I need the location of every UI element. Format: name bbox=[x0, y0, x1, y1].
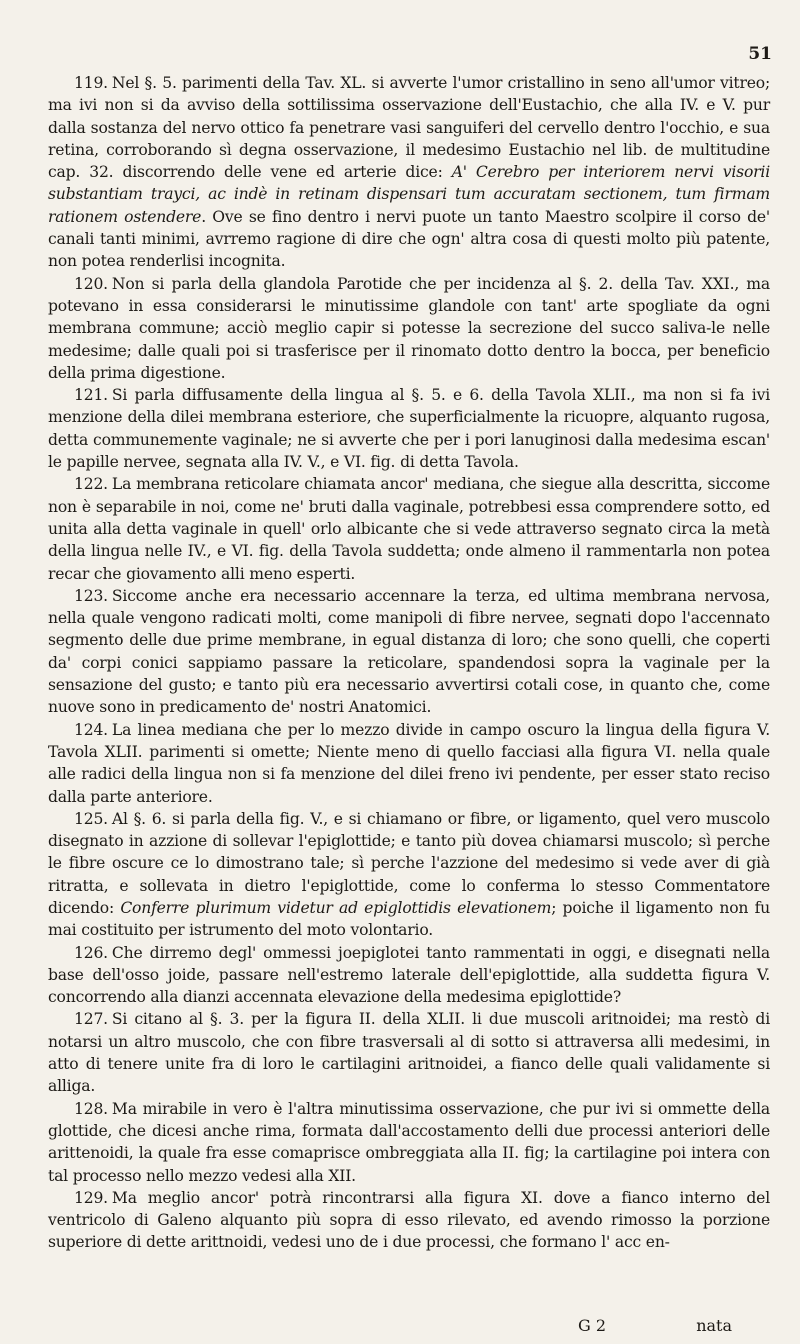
paragraph-number: 120. bbox=[74, 274, 108, 293]
paragraph-number: 119. bbox=[74, 74, 108, 92]
paragraph bbox=[48, 1187, 770, 1254]
paragraph-text: La membrana reticolare chiamata ancor' mediana, che siegue alla descritta, siccome non è separabile in noi, come ne' bruti dalla vaginale, potrebbesi essa comprendere sotto, ed unita alla detta vaginale in quell' orlo albicante che si vede attraverso segnato circa la metà della lingua nelle IV., e VI. fig. della Tavola suddetta; onde almeno il rammentarla non potea recar che giovamento alli meno esperti. bbox=[48, 475, 770, 583]
paragraph-number: 129. bbox=[74, 1188, 108, 1207]
paragraph-number: 126. bbox=[74, 943, 108, 962]
paragraph bbox=[48, 384, 770, 473]
paragraph bbox=[48, 72, 770, 273]
paragraph-text: Ma meglio ancor' potrà rincontrarsi alla figura XI. dove a fianco interno del ventricolo di Galeno alquanto più sopra di esso rilevato, ed avendo rimosso la porzione superiore di dette arittnoidi, vedesi uno de i due processi, che formano l' acc en- bbox=[48, 1188, 770, 1252]
paragraph-text: Si parla diffusamente della lingua al §. 5. e 6. della Tavola XLII., ma non si fa ivi menzione della dilei membrana esteriore, che superficialmente la ricuopre, alquanto rugosa, detta communemente vaginale; ne si avverte che per i pori lanuginosi dalla medesima escan' le papille nervee, segnata alla IV. V., e VI. fig. di detta Tavola. bbox=[48, 386, 770, 472]
catchword: nata bbox=[696, 1316, 732, 1335]
paragraph bbox=[48, 273, 770, 384]
paragraph-text: Nel §. 5. parimenti della Tav. XL. si avverte l'umor cristallino in seno all'umor vitreo; ma ivi non si da avviso della sottilissima osservazione dell'Eustachio, che alla IV. e V. pur dalla sostanza del nervo ottico fa penetrare vasi sanguiferi del cervello dentro l'occhio, e sua retina, corroborando sì degna osservazione, il medesimo Eustachio nel lib. de multitudine cap. 32. discorrendo delle vene ed arterie dice: bbox=[48, 74, 770, 182]
paragraph bbox=[48, 585, 770, 719]
paragraph-number: 125. bbox=[74, 809, 108, 828]
paragraph bbox=[48, 1098, 770, 1187]
paragraph-number: 124. bbox=[74, 720, 108, 739]
latin-quotation: Conferre plurimum videtur ad epiglottidis elevationem bbox=[120, 898, 552, 917]
paragraph bbox=[48, 719, 770, 808]
paragraph bbox=[48, 942, 770, 1009]
paragraph-text: La linea mediana che per lo mezzo divide in campo oscuro la lingua della figura V. Tavola XLII. parimenti si omette; Niente meno di quello facciasi alla figura VI. nella quale alle radici della lingua non si fa menzione del dilei freno ivi pendente, per esser stato reciso dalla parte anteriore. bbox=[48, 720, 770, 806]
paragraph-text: Che dirremo degl' ommessi joepiglotei tanto rammentati in oggi, e disegnati nella base dell'osso joide, passare nell'estremo laterale dell'epiglottide, alla suddetta figura V. concorrendo alla dianzi accennata elevazione della medesima epiglottide? bbox=[48, 943, 770, 1007]
paragraph-number: 127. bbox=[74, 1010, 108, 1029]
paragraph-text: Non si parla della glandola Parotide che per incidenza al §. 2. della Tav. XXI., ma potevano in essa considerarsi le minutissime glandole con tant' arte spogliate da ogni membrana commune; acciò meglio capir si potesse la secrezione del succo saliva-le nelle medesime; dalle quali poi si trasferisce per il rinomato dotto dentro la bocca, per beneficio della prima digestione. bbox=[48, 274, 770, 382]
paragraph-text: Ma mirabile in vero è l'altra minutissima osservazione, che pur ivi si ommette della glottide, che dicesi anche rima, formata dall'accostamento delli due processi anteriori delle arittenoidi, la quale fra esse comaprisce ombreggiata alla II. fig; la cartilagine poi intera con tal processo nello mezzo vedesi alla XII. bbox=[48, 1099, 770, 1185]
paragraph bbox=[48, 808, 770, 942]
paragraph-text: Al §. 6. si parla della fig. V., e si chiamano or fibre, or ligamento, quel vero muscolo disegnato in azzione di sollevar l'epiglottide; e tanto più dovea chiamarsi muscolo; sì perche le fibre oscure ce lo dimostrano tale; sì perche l'azzione del medesimo si vede aver di già ritratta, e sollevata in dietro l'epiglottide, come lo conferma lo stesso Commentatore dicendo: bbox=[48, 809, 770, 917]
paragraph-text: Siccome anche era necessario accennare la terza, ed ultima membrana nervosa, nella quale vengono radicati molti, come manipoli di fibre nervee, segnati dopo l'accennato segmento delle due prime membrane, in egual distanza di loro; che sono quelli, che coperti da' corpi conici sappiamo passare la reticolare, spandendosi sopra la vaginale per la sensazione del gusto; e tanto più era necessario avvertirsi cotali cose, in quanto che, come nuove sono in predicamento de' nostri Anatomici. bbox=[48, 586, 770, 717]
paragraph-number: 121. bbox=[74, 386, 108, 405]
paragraph-text: Si citano al §. 3. per la figura II. della XLII. li due muscoli aritnoidei; ma restò di notarsi un altro muscolo, che con fibre trasversali al di sotto si attraversa alli medesimi, in atto di tenere unite fra di loro le cartilagini aritnoidei, a fianco delle quali validamente si alliga. bbox=[48, 1010, 770, 1096]
page-number: 51 bbox=[748, 44, 772, 64]
paragraph-number: 123. bbox=[74, 586, 108, 605]
paragraph-text: ; poiche il ligamento non fu mai costituito per istrumento del moto volontario. bbox=[48, 898, 770, 940]
latin-quotation: A' Cerebro per interiorem nervi visorii substantiam trayci, ac indè in retinam dispensari tum accuratam sectionem, tum firmam rationem ostendere bbox=[48, 163, 770, 226]
signature-mark: G 2 bbox=[578, 1316, 607, 1335]
paragraph bbox=[48, 1008, 770, 1097]
paragraph-number: 128. bbox=[74, 1099, 108, 1118]
body-text bbox=[48, 72, 770, 1254]
paragraph bbox=[48, 473, 770, 584]
paragraph-number: 122. bbox=[74, 475, 108, 494]
page-footer bbox=[48, 1316, 770, 1338]
paragraph-text: . Ove se fino dentro i nervi puote un tanto Maestro scolpire il corso de' canali tanti minimi, avrremo ragione di dire che ogn' altra cosa di questi molto più patente, non potea renderlisi incognita. bbox=[48, 207, 770, 271]
